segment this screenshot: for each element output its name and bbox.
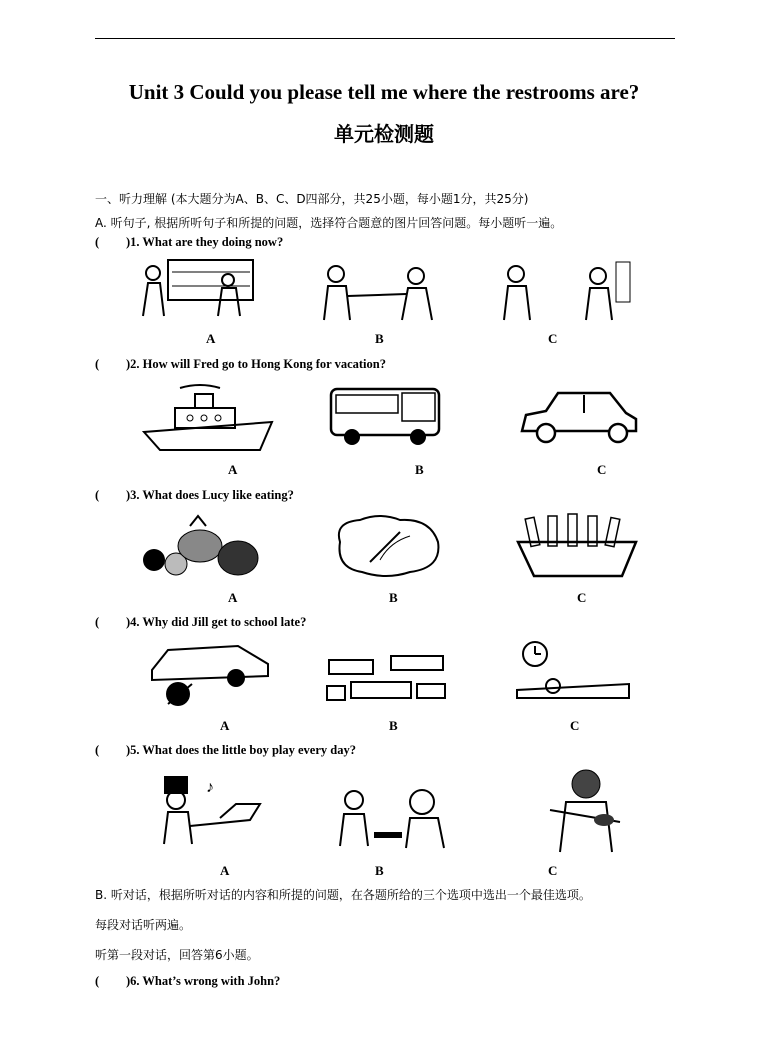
ship-image: [140, 382, 275, 454]
violin-player-image: [520, 766, 630, 856]
option-label: C: [548, 863, 558, 878]
partB-instruction-2: 每段对话听两遍。: [95, 918, 192, 932]
piano-player-image: [140, 774, 265, 854]
top-rule: [95, 38, 675, 39]
option-label: A: [228, 462, 238, 477]
traffic-jam-image: [325, 652, 447, 706]
car-breakdown-image: [148, 640, 273, 708]
option-label: A: [220, 718, 230, 733]
partB-instruction: B. 听对话，根据所听对话的内容和所提的问题，在各题所给的三个选项中选出一个最佳选项。: [95, 888, 591, 902]
svg-text:♪: ♪: [206, 779, 214, 796]
option-label: B: [375, 331, 384, 346]
page-title: Unit 3 Could you please tell me where the restrooms are?: [128, 80, 640, 104]
exchange-scene-image: [318, 262, 438, 322]
bus-image: [328, 383, 443, 448]
question-5: [95, 743, 356, 758]
option-label: A: [220, 863, 230, 878]
car-image: [518, 385, 640, 447]
question-6: [95, 974, 280, 989]
section1-heading: 一、听力理解 (本大题分为A、B、C、D四部分，共25小题，每小题1分，共25分): [95, 192, 529, 206]
option-label: C: [570, 718, 580, 733]
answer-blank[interactable]: (: [95, 743, 100, 757]
chess-players-image: [330, 788, 450, 854]
dialog1-instruction: 听第一段对话，回答第6小题。: [95, 948, 259, 962]
option-label: B: [389, 590, 398, 605]
answer-blank[interactable]: (: [95, 357, 100, 371]
lettuce-image: [330, 512, 445, 580]
option-label: A: [206, 331, 216, 346]
question-text: )3. What does Lucy like eating?: [126, 488, 294, 502]
question-text: )2. How will Fred go to Hong Kong for vacation?: [126, 357, 386, 371]
option-label: C: [548, 331, 558, 346]
option-label: C: [577, 590, 587, 605]
answer-blank[interactable]: (: [95, 235, 100, 249]
answer-blank[interactable]: (: [95, 488, 100, 502]
question-text: )6. What’s wrong with John?: [126, 974, 281, 988]
answer-blank[interactable]: (: [95, 974, 100, 988]
option-label: B: [389, 718, 398, 733]
question-text: )5. What does the little boy play every day?: [126, 743, 356, 757]
fruit-image: [140, 514, 260, 578]
question-text: )4. Why did Jill get to school late?: [126, 615, 307, 629]
option-label: A: [228, 590, 238, 605]
question-4: [95, 615, 306, 630]
question-1: [95, 235, 283, 250]
directions-scene-image: [498, 260, 633, 322]
question-2: [95, 357, 386, 372]
answer-blank[interactable]: (: [95, 615, 100, 629]
page-subtitle: 单元检测题: [334, 122, 434, 146]
option-label: B: [415, 462, 424, 477]
question-3: [95, 488, 294, 503]
option-label: B: [375, 863, 384, 878]
oversleep-image: [513, 640, 633, 708]
shop-scene-image: [138, 258, 258, 320]
fries-image: [514, 512, 639, 580]
question-text: )1. What are they doing now?: [126, 235, 284, 249]
partA-instruction: A. 听句子, 根据所听句子和所提的问题，选择符合题意的图片回答问题。每小题听一遍。: [95, 216, 563, 230]
option-label: C: [597, 462, 607, 477]
